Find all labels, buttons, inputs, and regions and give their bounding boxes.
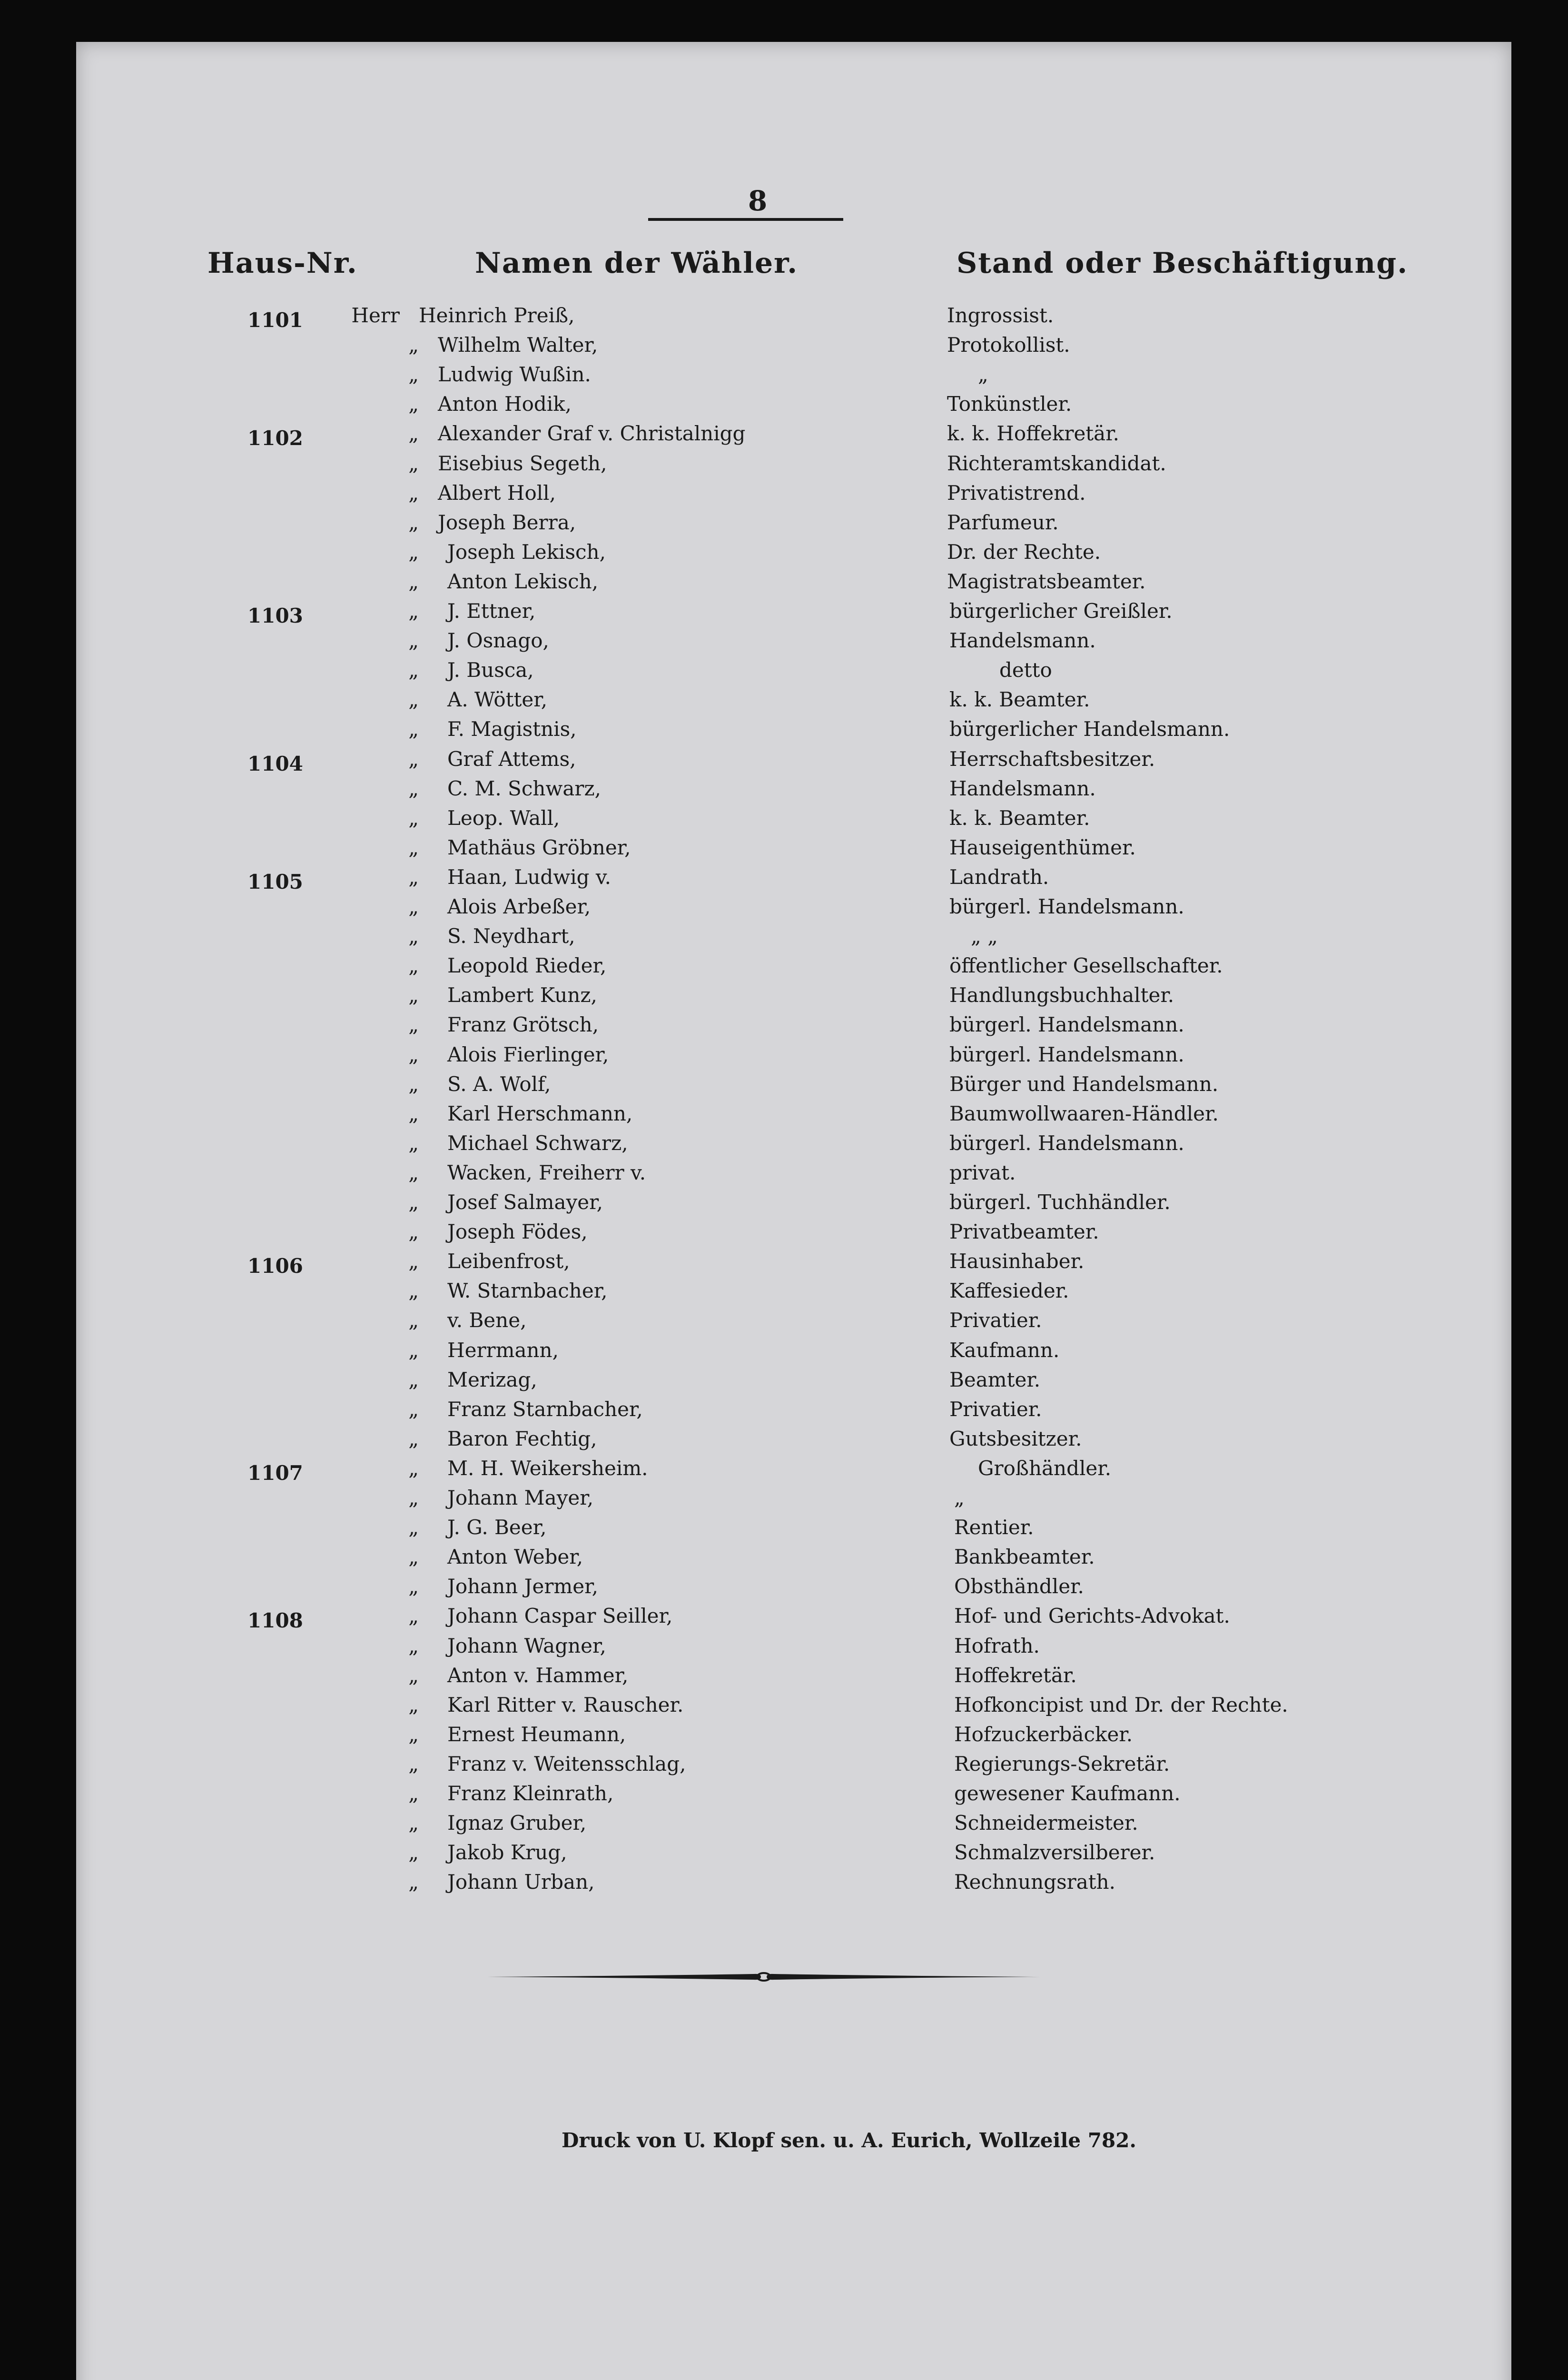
row-ditto-marker: „	[408, 510, 419, 534]
voter-name: Alois Fierlinger,	[447, 1042, 609, 1066]
voter-occupation: Schneidermeister.	[954, 1811, 1138, 1835]
row-ditto-marker: „	[408, 1013, 419, 1037]
voter-occupation: Handelsmann.	[949, 776, 1096, 800]
row-ditto-marker: „	[408, 806, 419, 830]
voter-occupation: Hoffekretär.	[954, 1663, 1077, 1687]
document-page	[76, 42, 1511, 2380]
voter-name: Franz Starnbacher,	[447, 1397, 643, 1421]
voter-occupation: Privatistrend.	[947, 481, 1086, 505]
house-number: 1107	[247, 1461, 303, 1485]
voter-name: Mathäus Gröbner,	[447, 835, 631, 859]
voter-occupation: k. k. Beamter.	[949, 806, 1090, 830]
voter-occupation: Handelsmann.	[949, 629, 1096, 653]
voter-name: Johann Caspar Seiller,	[447, 1604, 673, 1628]
row-ditto-marker: „	[408, 1368, 419, 1391]
voter-name: Anton Lekisch,	[447, 569, 599, 593]
row-ditto-marker: „	[408, 451, 419, 475]
voter-occupation: k. k. Hoffekretär.	[947, 422, 1120, 446]
row-ditto-marker: „	[408, 392, 419, 416]
row-ditto-marker: „	[408, 1160, 419, 1184]
row-ditto-marker: „	[408, 1841, 419, 1864]
voter-occupation: Tonkünstler.	[947, 392, 1072, 416]
voter-occupation: Baumwollwaaren-Händler.	[949, 1101, 1219, 1125]
row-ditto-marker: „	[408, 1545, 419, 1569]
voter-name: Merizag,	[447, 1368, 537, 1391]
house-number: 1106	[247, 1254, 303, 1278]
voter-name: Heinrich Preiß,	[419, 304, 575, 327]
row-ditto-marker: „	[408, 422, 419, 446]
row-ditto-marker: „	[408, 569, 419, 593]
voter-name: Anton Weber,	[447, 1545, 583, 1569]
voter-occupation: Rentier.	[954, 1516, 1034, 1539]
voter-name: Ignaz Gruber,	[447, 1811, 587, 1835]
voter-occupation: Bankbeamter.	[954, 1545, 1095, 1569]
row-ditto-marker: „	[408, 954, 419, 978]
row-ditto-marker: „	[408, 924, 419, 948]
voter-occupation: bürgerl. Tuchhändler.	[949, 1190, 1171, 1214]
voter-name: Karl Herschmann,	[447, 1101, 633, 1125]
voter-occupation: detto	[999, 658, 1052, 682]
voter-name: Jakob Krug,	[447, 1841, 567, 1864]
row-ditto-marker: „	[408, 481, 419, 505]
row-ditto-marker: „	[408, 658, 419, 682]
row-ditto-marker: „	[408, 333, 419, 357]
voter-name: Ludwig Wußin.	[438, 363, 591, 387]
voter-occupation: Privatier.	[949, 1397, 1042, 1421]
voter-name: A. Wötter,	[447, 688, 548, 712]
voter-name: Haan, Ludwig v.	[447, 865, 611, 889]
row-ditto-marker: „	[408, 363, 419, 387]
voter-occupation: bürgerlicher Handelsmann.	[949, 717, 1230, 741]
voter-occupation: bürgerl. Handelsmann.	[949, 895, 1184, 918]
row-ditto-marker: „	[408, 1663, 419, 1687]
row-ditto-marker: „	[408, 1456, 419, 1480]
voter-occupation: Schmalzversilberer.	[954, 1841, 1155, 1864]
row-ditto-marker: „	[408, 895, 419, 918]
row-ditto-marker: Herr	[351, 304, 400, 327]
voter-occupation: Dr. der Rechte.	[947, 540, 1101, 564]
row-ditto-marker: „	[408, 717, 419, 741]
header-voter-names: Namen der Wähler.	[475, 247, 799, 280]
page-number-rule	[648, 218, 843, 221]
voter-name: Franz Kleinrath,	[447, 1782, 614, 1805]
voter-occupation: Kaufmann.	[949, 1338, 1060, 1362]
house-number: 1102	[247, 426, 303, 450]
row-ditto-marker: „	[408, 629, 419, 653]
voter-name: Graf Attems,	[447, 747, 576, 771]
row-ditto-marker: „	[408, 1575, 419, 1598]
voter-occupation: Gutsbesitzer.	[949, 1427, 1082, 1450]
row-ditto-marker: „	[408, 1397, 419, 1421]
voter-occupation: Hofkoncipist und Dr. der Rechte.	[954, 1693, 1288, 1716]
voter-occupation: Kaffesieder.	[949, 1279, 1069, 1303]
voter-occupation: Landrath.	[949, 865, 1049, 889]
voter-occupation: Hausinhaber.	[949, 1250, 1085, 1273]
row-ditto-marker: „	[408, 1634, 419, 1657]
voter-name: Wilhelm Walter,	[438, 333, 598, 357]
house-number: 1104	[247, 752, 303, 775]
row-ditto-marker: „	[408, 1604, 419, 1628]
voter-name: J. G. Beer,	[447, 1516, 547, 1539]
voter-occupation: Handlungsbuchhalter.	[949, 983, 1174, 1007]
row-ditto-marker: „	[408, 1811, 419, 1835]
voter-occupation: Magistratsbeamter.	[947, 569, 1146, 593]
voter-name: M. H. Weikersheim.	[447, 1456, 648, 1480]
row-ditto-marker: „	[408, 865, 419, 889]
row-ditto-marker: „	[408, 1427, 419, 1450]
row-ditto-marker: „	[408, 1752, 419, 1775]
voter-name: Alexander Graf v. Christalnigg	[438, 422, 746, 446]
row-ditto-marker: „	[408, 688, 419, 712]
voter-occupation: Privatbeamter.	[949, 1220, 1099, 1244]
row-ditto-marker: „	[408, 1072, 419, 1096]
row-ditto-marker: „	[408, 1870, 419, 1894]
row-ditto-marker: „	[408, 835, 419, 859]
voter-name: Anton Hodik,	[438, 392, 572, 416]
voter-occupation: Regierungs-Sekretär.	[954, 1752, 1170, 1775]
voter-name: v. Bene,	[447, 1309, 527, 1332]
voter-occupation: Ingrossist.	[947, 304, 1054, 327]
row-ditto-marker: „	[408, 776, 419, 800]
row-ditto-marker: „	[408, 1486, 419, 1509]
voter-name: C. M. Schwarz,	[447, 776, 601, 800]
row-ditto-marker: „	[408, 1309, 419, 1332]
voter-name: Leopold Rieder,	[447, 954, 607, 978]
row-ditto-marker: „	[408, 1338, 419, 1362]
voter-name: Wacken, Freiherr v.	[447, 1160, 646, 1184]
page-number: 8	[748, 185, 768, 217]
row-ditto-marker: „	[408, 1782, 419, 1805]
voter-name: Anton v. Hammer,	[447, 1663, 629, 1687]
voter-occupation: bürgerlicher Greißler.	[949, 599, 1173, 623]
voter-occupation: gewesener Kaufmann.	[954, 1782, 1181, 1805]
voter-occupation: „	[954, 1486, 965, 1509]
row-ditto-marker: „	[408, 1516, 419, 1539]
header-house-number: Haus-Nr.	[207, 247, 358, 280]
row-ditto-marker: „	[408, 1722, 419, 1746]
voter-name: W. Starnbacher,	[447, 1279, 608, 1303]
voter-occupation: Bürger und Handelsmann.	[949, 1072, 1219, 1096]
voter-occupation: Parfumeur.	[947, 510, 1059, 534]
voter-name: S. A. Wolf,	[447, 1072, 551, 1096]
voter-name: Joseph Berra,	[438, 510, 576, 534]
printer-imprint: Druck von U. Klopf sen. u. A. Eurich, Wollzeile 782.	[562, 2129, 1137, 2152]
voter-name: Johann Mayer,	[447, 1486, 594, 1509]
voter-name: Herrmann,	[447, 1338, 559, 1362]
voter-name: Ernest Heumann,	[447, 1722, 626, 1746]
voter-occupation: Hofrath.	[954, 1634, 1040, 1657]
house-number: 1105	[247, 870, 303, 893]
voter-name: Baron Fechtig,	[447, 1427, 597, 1450]
row-ditto-marker: „	[408, 1131, 419, 1155]
voter-name: F. Magistnis,	[447, 717, 577, 741]
row-ditto-marker: „	[408, 983, 419, 1007]
row-ditto-marker: „	[408, 1042, 419, 1066]
voter-occupation: k. k. Beamter.	[949, 688, 1090, 712]
row-ditto-marker: „	[408, 1250, 419, 1273]
voter-occupation: bürgerl. Handelsmann.	[949, 1042, 1184, 1066]
header-occupation: Stand oder Beschäftigung.	[957, 247, 1409, 280]
row-ditto-marker: „	[408, 747, 419, 771]
row-ditto-marker: „	[408, 1279, 419, 1303]
voter-occupation: Hofzuckerbäcker.	[954, 1722, 1133, 1746]
house-number: 1101	[247, 308, 303, 332]
voter-occupation: Rechnungsrath.	[954, 1870, 1116, 1894]
voter-name: Karl Ritter v. Rauscher.	[447, 1693, 684, 1716]
voter-occupation: Hauseigenthümer.	[949, 835, 1136, 859]
house-number: 1103	[247, 604, 303, 627]
voter-name: Joseph Födes,	[447, 1220, 588, 1244]
voter-name: Johann Urban,	[447, 1870, 595, 1894]
voter-occupation: bürgerl. Handelsmann.	[949, 1013, 1184, 1037]
voter-occupation: „ „	[971, 924, 998, 948]
voter-name: S. Neydhart,	[447, 924, 575, 948]
house-number: 1108	[247, 1609, 303, 1633]
voter-name: J. Ettner,	[447, 599, 536, 623]
voter-name: Leibenfrost,	[447, 1250, 570, 1273]
voter-name: J. Busca,	[447, 658, 534, 682]
row-ditto-marker: „	[408, 1693, 419, 1716]
voter-name: Lambert Kunz,	[447, 983, 597, 1007]
voter-name: J. Osnago,	[447, 629, 549, 653]
voter-name: Johann Wagner,	[447, 1634, 606, 1657]
voter-occupation: Obsthändler.	[954, 1575, 1084, 1598]
voter-occupation: Privatier.	[949, 1309, 1042, 1332]
voter-occupation: privat.	[949, 1160, 1016, 1184]
voter-occupation: Richteramtskandidat.	[947, 451, 1166, 475]
row-ditto-marker: „	[408, 1101, 419, 1125]
voter-name: Eisebius Segeth,	[438, 451, 607, 475]
voter-occupation: öffentlicher Gesellschafter.	[949, 954, 1223, 978]
voter-name: Franz v. Weitensschlag,	[447, 1752, 686, 1775]
voter-name: Leop. Wall,	[447, 806, 560, 830]
voter-name: Johann Jermer,	[447, 1575, 598, 1598]
row-ditto-marker: „	[408, 540, 419, 564]
row-ditto-marker: „	[408, 1220, 419, 1244]
voter-occupation: „	[978, 363, 988, 387]
row-ditto-marker: „	[408, 599, 419, 623]
voter-name: Franz Grötsch,	[447, 1013, 599, 1037]
row-ditto-marker: „	[408, 1190, 419, 1214]
voter-occupation: bürgerl. Handelsmann.	[949, 1131, 1184, 1155]
voter-occupation: Protokollist.	[947, 333, 1070, 357]
voter-occupation: Herrschaftsbesitzer.	[949, 747, 1155, 771]
voter-name: Josef Salmayer,	[447, 1190, 603, 1214]
voter-occupation: Hof- und Gerichts-Advokat.	[954, 1604, 1230, 1628]
voter-name: Michael Schwarz,	[447, 1131, 628, 1155]
ornamental-divider	[487, 1970, 1040, 1984]
voter-occupation: Beamter.	[949, 1368, 1041, 1391]
voter-name: Alois Arbeßer,	[447, 895, 591, 918]
voter-name: Albert Holl,	[438, 481, 556, 505]
voter-occupation: Großhändler.	[978, 1456, 1112, 1480]
voter-name: Joseph Lekisch,	[447, 540, 606, 564]
